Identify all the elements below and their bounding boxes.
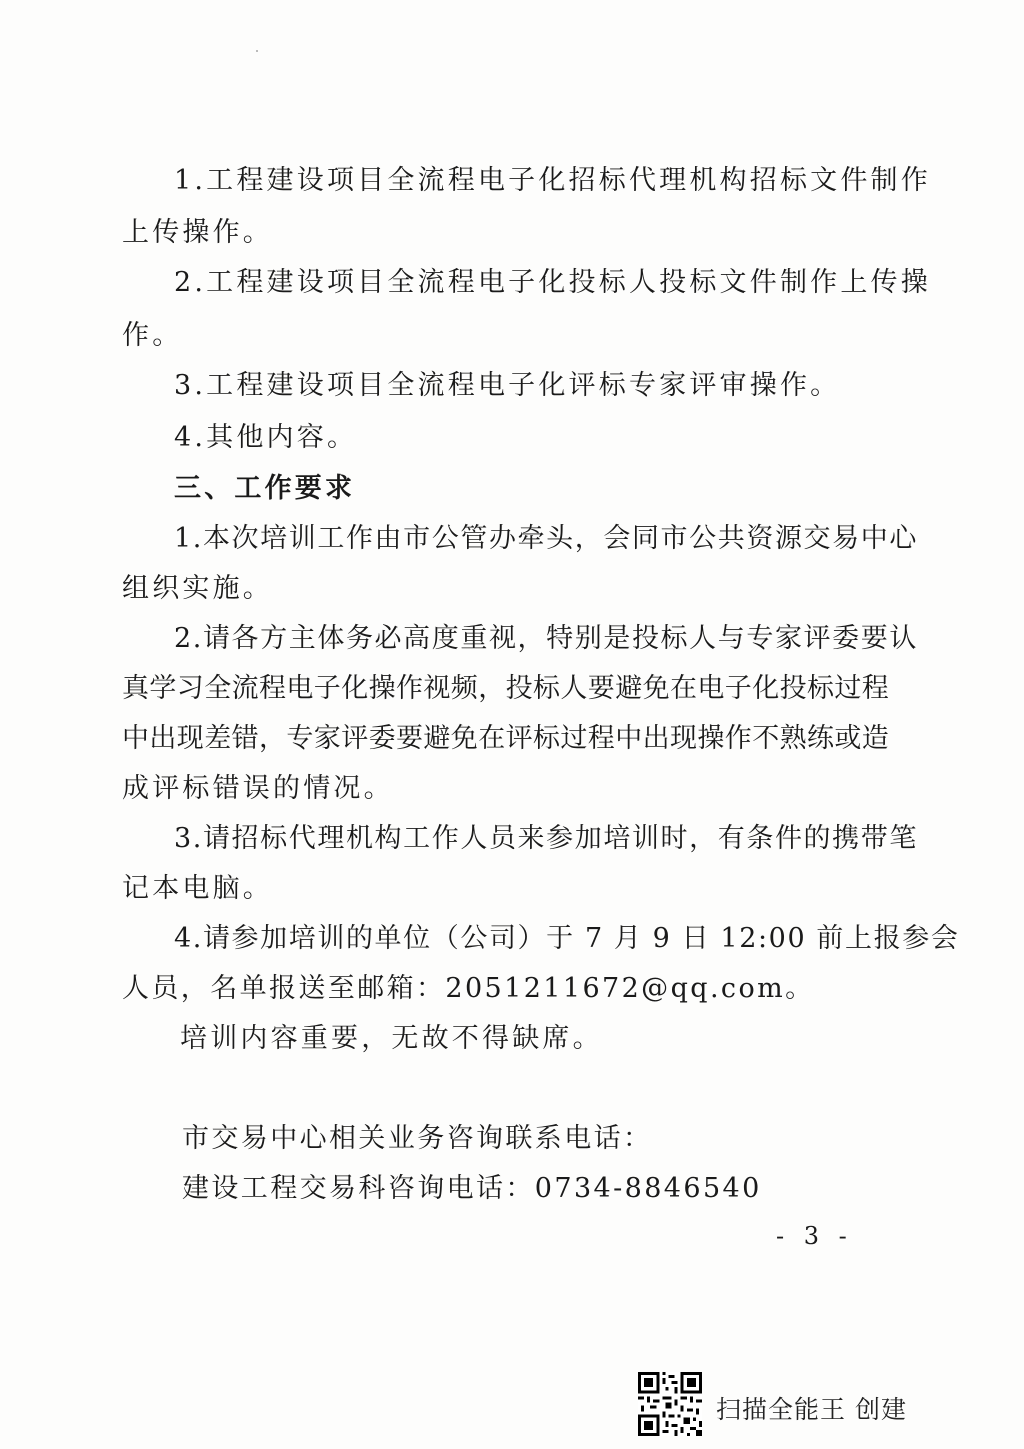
scanner-watermark: 扫描全能王 创建 (716, 1395, 907, 1424)
requirement-3-cont: 记本电脑。 (122, 873, 273, 904)
contact-heading: 市交易中心相关业务咨询联系电话： (182, 1123, 653, 1154)
scan-speck (256, 50, 258, 52)
requirement-4-cont: 人员，名单报送至邮箱：2051211672@qq.com。 (122, 973, 815, 1004)
list-item-2: 2.工程建设项目全流程电子化投标人投标文件制作上传操 (174, 267, 931, 298)
contact-phone: 建设工程交易科咨询电话：0734-8846540 (182, 1173, 762, 1204)
list-item-1: 1.工程建设项目全流程电子化招标代理机构招标文件制作 (174, 165, 931, 196)
requirement-2-line-3: 中出现差错，专家评委要避免在评标过程中出现操作不熟练或造 (122, 723, 890, 754)
list-item-1-cont: 上传操作。 (122, 217, 273, 248)
qr-code-icon (638, 1372, 702, 1436)
requirement-1-cont: 组织实施。 (122, 573, 273, 604)
requirement-1: 1.本次培训工作由市公管办牵头，会同市公共资源交易中心 (174, 523, 918, 554)
requirement-2-line-2: 真学习全流程电子化操作视频，投标人要避免在电子化投标过程 (122, 673, 890, 704)
closing-note: 培训内容重要，无故不得缺席。 (180, 1023, 603, 1054)
requirement-2: 2.请各方主体务必高度重视，特别是投标人与专家评委要认 (174, 623, 918, 654)
requirement-4: 4.请参加培训的单位（公司）于 7 月 9 日 12:00 前上报参会 (174, 923, 960, 954)
section-heading: 三、工作要求 (174, 473, 356, 504)
list-item-2-cont: 作。 (122, 320, 183, 351)
requirement-3: 3.请招标代理机构工作人员来参加培训时，有条件的携带笔 (174, 823, 918, 854)
requirement-2-line-4: 成评标错误的情况。 (122, 773, 394, 804)
list-item-4: 4.其他内容。 (174, 422, 358, 453)
page-number: - 3 - (776, 1222, 853, 1250)
list-item-3: 3.工程建设项目全流程电子化评标专家评审操作。 (174, 370, 841, 401)
